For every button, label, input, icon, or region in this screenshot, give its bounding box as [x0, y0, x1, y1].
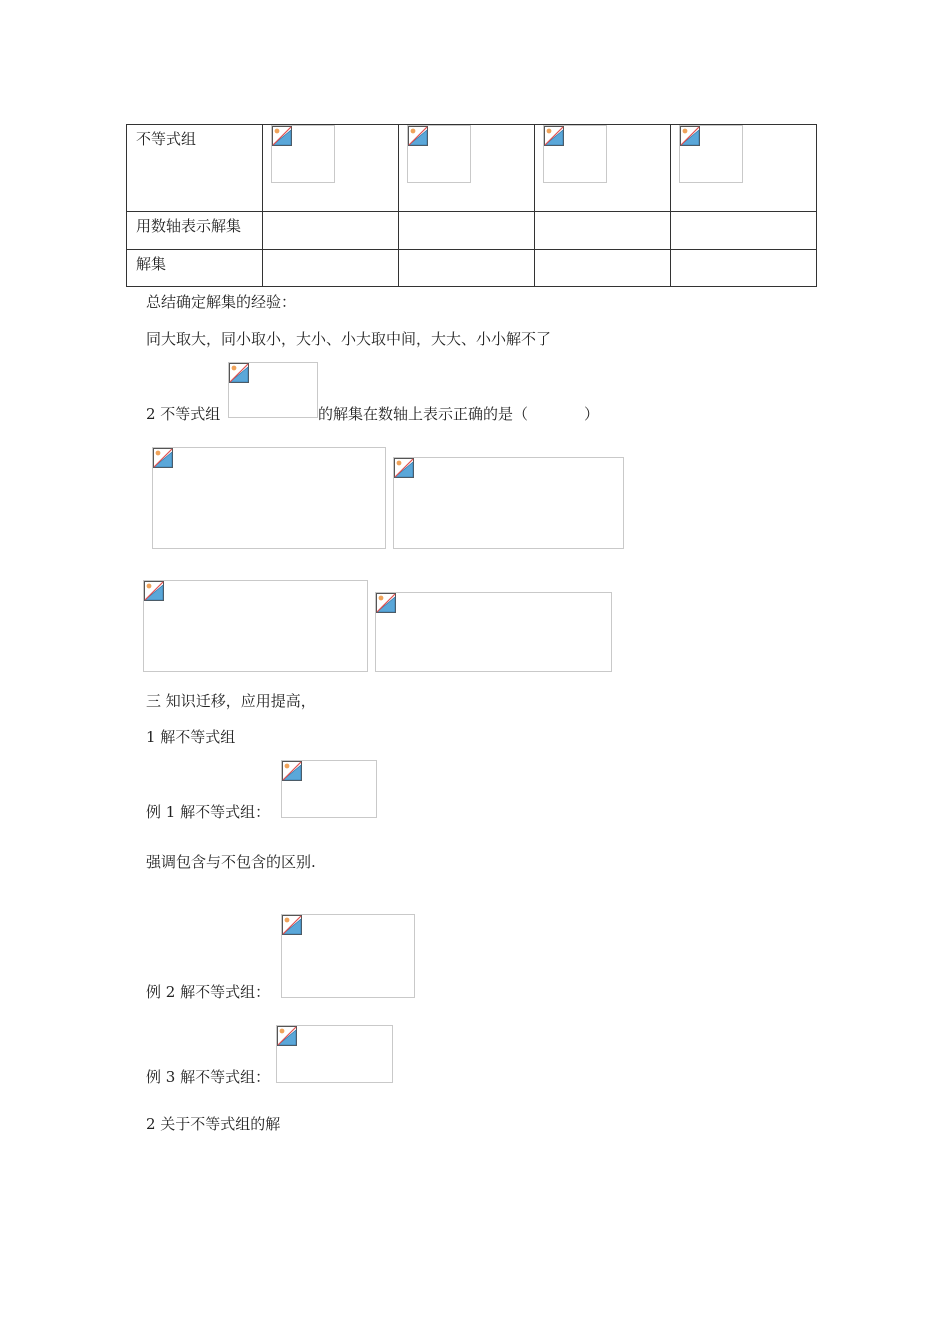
table-cell: [399, 125, 535, 212]
broken-image-icon: [393, 457, 624, 549]
broken-image-icon: [143, 580, 368, 672]
question-2-prefix: 2 不等式组: [146, 405, 221, 423]
table-cell: [535, 125, 671, 212]
table-row: [127, 125, 817, 212]
table-cell: [535, 250, 671, 287]
table-cell: [399, 250, 535, 287]
table-cell: [671, 250, 817, 287]
table-cell: [263, 250, 399, 287]
broken-image-icon: [281, 760, 377, 818]
table-cell: [671, 212, 817, 250]
broken-image-icon: [276, 1025, 393, 1083]
example-1-label: 例 1 解不等式组：: [146, 803, 271, 821]
emphasis-note: 强调包含与不包含的区别.: [146, 853, 316, 871]
broken-image-icon: [281, 914, 415, 998]
table-row: [127, 250, 817, 287]
subsection-1-title: 1 解不等式组: [146, 728, 236, 746]
row-label: 用数轴表示解集: [127, 212, 263, 250]
table-cell: [535, 212, 671, 250]
broken-image-icon: [375, 592, 612, 672]
inequality-table: [126, 124, 817, 287]
table-row: [127, 212, 817, 250]
table-cell: [263, 125, 399, 212]
table-cell: [399, 212, 535, 250]
broken-image-icon: [228, 362, 318, 418]
row-label: 解集: [127, 250, 263, 287]
example-3-label: 例 3 解不等式组：: [146, 1068, 271, 1086]
broken-image-icon: [543, 125, 607, 183]
summary-title: 总结确定解集的经验：: [146, 293, 297, 311]
question-2-suffix: 的解集在数轴上表示正确的是（: [318, 405, 529, 423]
summary-rule: 同大取大，同小取小，大小、小大取中间，大大、小小解不了: [146, 330, 552, 348]
section-3-title: 三 知识迁移，应用提高，: [146, 692, 316, 710]
broken-image-icon: [271, 125, 335, 183]
question-2-close: ）: [584, 405, 600, 423]
row-label: 不等式组: [127, 125, 263, 212]
table-cell: [671, 125, 817, 212]
broken-image-icon: [407, 125, 471, 183]
broken-image-icon: [152, 447, 386, 549]
broken-image-icon: [679, 125, 743, 183]
example-2-label: 例 2 解不等式组：: [146, 983, 271, 1001]
subsection-2-title: 2 关于不等式组的解: [146, 1115, 281, 1133]
table-cell: [263, 212, 399, 250]
